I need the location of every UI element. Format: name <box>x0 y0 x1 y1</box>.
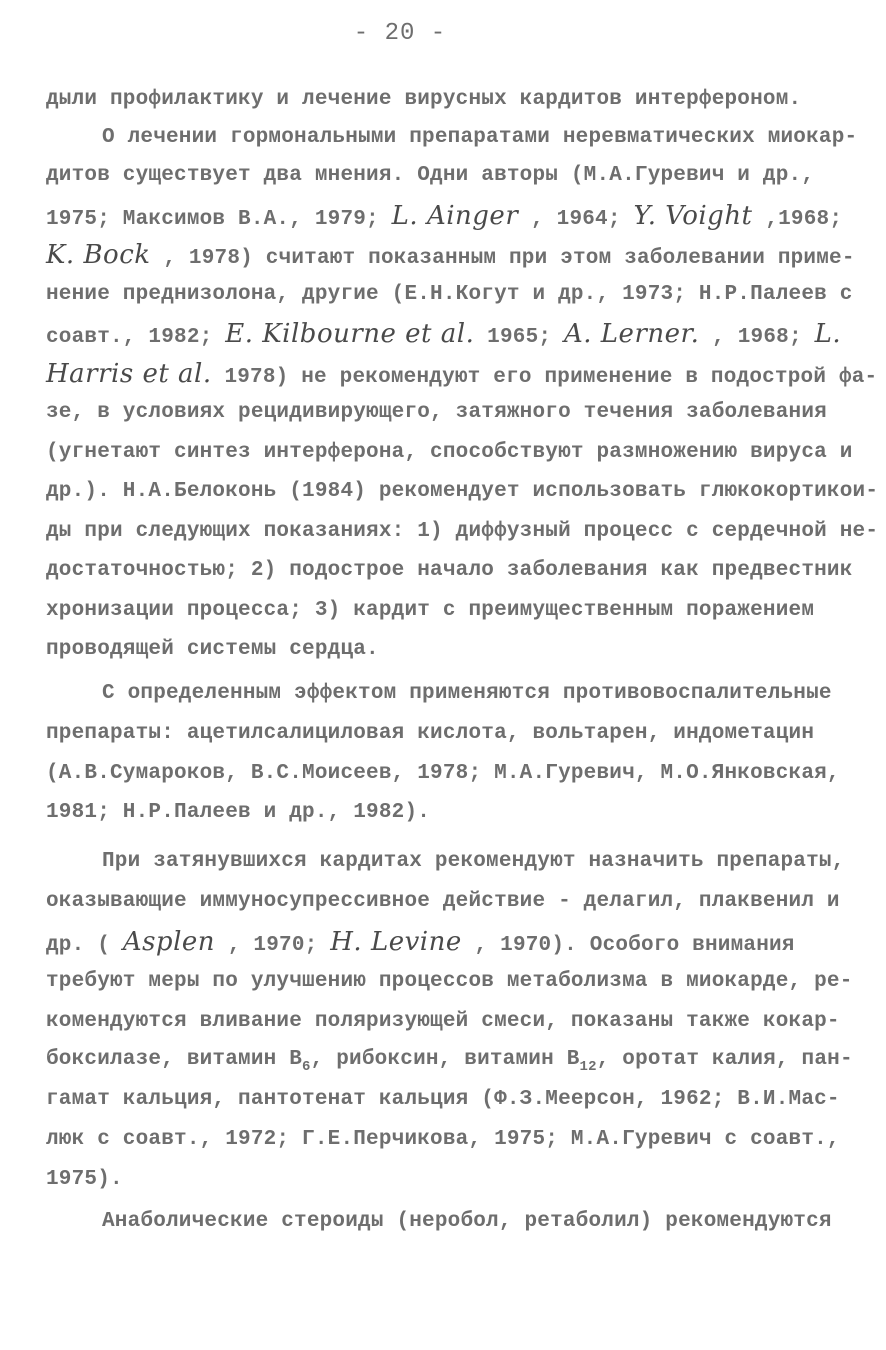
typed-text: люк с соавт., 1972; Г.Е.Перчикова, 1975; М.А.Гуревич с соавт., <box>46 1128 840 1151</box>
subscript: 6 <box>302 1059 311 1075</box>
text-line <box>46 799 430 827</box>
typed-text: , 1970; <box>215 934 331 957</box>
typed-text: соавт., 1982; <box>46 326 226 349</box>
typed-text: комендуются вливание поляризующей смеси, показаны также кокар- <box>46 1010 840 1033</box>
typed-text: препараты: ацетилсалициловая кислота, вольтарен, индометацин <box>46 722 815 745</box>
typed-text: , оротат калия, пан- <box>596 1048 853 1071</box>
typed-text: боксилазе, витамин B <box>46 1048 303 1071</box>
page-number: - 20 - <box>353 20 447 47</box>
typed-text: При затянувшихся кардитах рекомендуют назначить препараты, <box>102 850 845 873</box>
text-line <box>46 1046 853 1075</box>
text-line <box>46 478 878 506</box>
typed-text: 1975). <box>46 1168 123 1191</box>
text-line <box>46 636 379 664</box>
typed-text: О лечении гормональными препаратами неревматических миокар- <box>102 126 858 149</box>
typed-text: Анаболические стероиды (неробол, ретаболил) рекомендуются <box>102 1210 832 1233</box>
handwritten-author-name: L. Ainger <box>391 201 519 231</box>
text-line <box>46 557 853 585</box>
text-line <box>46 597 814 625</box>
typed-text: дыли профилактику и лечение вирусных кардитов интерфероном. <box>46 88 802 111</box>
text-line <box>46 760 840 788</box>
typed-text: оказывающие иммуносупрессивное действие - делагил, плаквенил и <box>46 890 840 913</box>
text-line <box>46 1008 840 1036</box>
text-line <box>102 1208 832 1236</box>
text-line <box>46 1086 840 1114</box>
handwritten-author-name: Harris et al. <box>46 359 212 389</box>
typed-text: С определенным эффектом применяются противовоспалительные <box>102 682 832 705</box>
handwritten-author-name: Asplen <box>122 927 216 957</box>
handwritten-author-name: Y. Voight <box>633 201 753 231</box>
typed-text: (А.В.Сумароков, В.С.Моисеев, 1978; М.А.Гуревич, М.О.Янковская, <box>46 762 840 785</box>
typed-text: ,1968; <box>752 208 843 231</box>
typed-text: достаточностью; 2) подострое начало заболевания как предвестник <box>46 559 853 582</box>
typed-text: ды при следующих показаниях: 1) диффузный процесс с сердечной не- <box>46 520 879 543</box>
typed-text: нение преднизолона, другие (Е.Н.Когут и др., 1973; Н.Р.Палеев с <box>46 283 853 306</box>
text-line <box>46 439 853 467</box>
text-line <box>46 241 855 273</box>
typed-text: , рибоксин, витамин B <box>310 1048 580 1071</box>
subscript: 12 <box>579 1059 597 1075</box>
typed-text: , 1970). Особого внимания <box>461 934 795 957</box>
text-line <box>46 320 841 352</box>
typed-text: требуют меры по улучшению процессов метаболизма в миокарде, ре- <box>46 970 853 993</box>
typed-text: дитов существует два мнения. Одни авторы (М.А.Гуревич и др., <box>46 164 815 187</box>
text-line <box>102 124 857 152</box>
text-line <box>102 848 845 876</box>
typed-text: хронизации процесса; 3) кардит с преимущественным поражением <box>46 599 815 622</box>
typed-text: , 1978) считают показанным при этом заболевании приме- <box>150 247 855 270</box>
handwritten-author-name: H. Levine <box>330 927 462 957</box>
text-line <box>46 928 795 960</box>
typed-text: проводящей системы сердца. <box>46 638 379 661</box>
text-line <box>46 86 801 114</box>
typed-text: , 1964; <box>518 208 634 231</box>
typed-text: 1978) не рекомендуют его применение в подострой фа- <box>211 366 878 389</box>
text-line <box>46 720 814 748</box>
handwritten-author-name: E. Kilbourne et al. <box>225 319 475 349</box>
typed-text: гамат кальция, пантотенат кальция (Ф.З.Меерсон, 1962; В.И.Мас- <box>46 1088 840 1111</box>
typed-text: др.). Н.А.Белоконь (1984) рекомендует использовать глюкокортикои- <box>46 480 879 503</box>
text-line <box>46 1126 840 1154</box>
text-line <box>46 162 814 190</box>
text-line <box>102 680 832 708</box>
handwritten-author-name: K. Bock <box>46 240 151 270</box>
text-line <box>46 202 842 234</box>
text-line <box>46 399 827 427</box>
typed-text: (угнетают синтез интерферона, способствуют размножению вируса и <box>46 441 853 464</box>
text-line <box>46 888 840 916</box>
text-line <box>46 281 853 309</box>
typed-text: 1981; Н.Р.Палеев и др., 1982). <box>46 801 431 824</box>
typed-text: 1975; Максимов В.А., 1979; <box>46 208 392 231</box>
handwritten-author-name: L. <box>814 319 842 349</box>
typed-text: др. ( <box>46 934 123 957</box>
text-line <box>46 518 878 546</box>
handwritten-author-name: A. Lerner. <box>563 319 700 349</box>
text-line <box>46 968 853 996</box>
typed-text: зе, в условиях рецидивирующего, затяжного течения заболевания <box>46 401 827 424</box>
typed-text: , 1968; <box>699 326 815 349</box>
text-line <box>46 1166 123 1194</box>
text-line <box>46 360 877 392</box>
typed-text: 1965; <box>474 326 564 349</box>
